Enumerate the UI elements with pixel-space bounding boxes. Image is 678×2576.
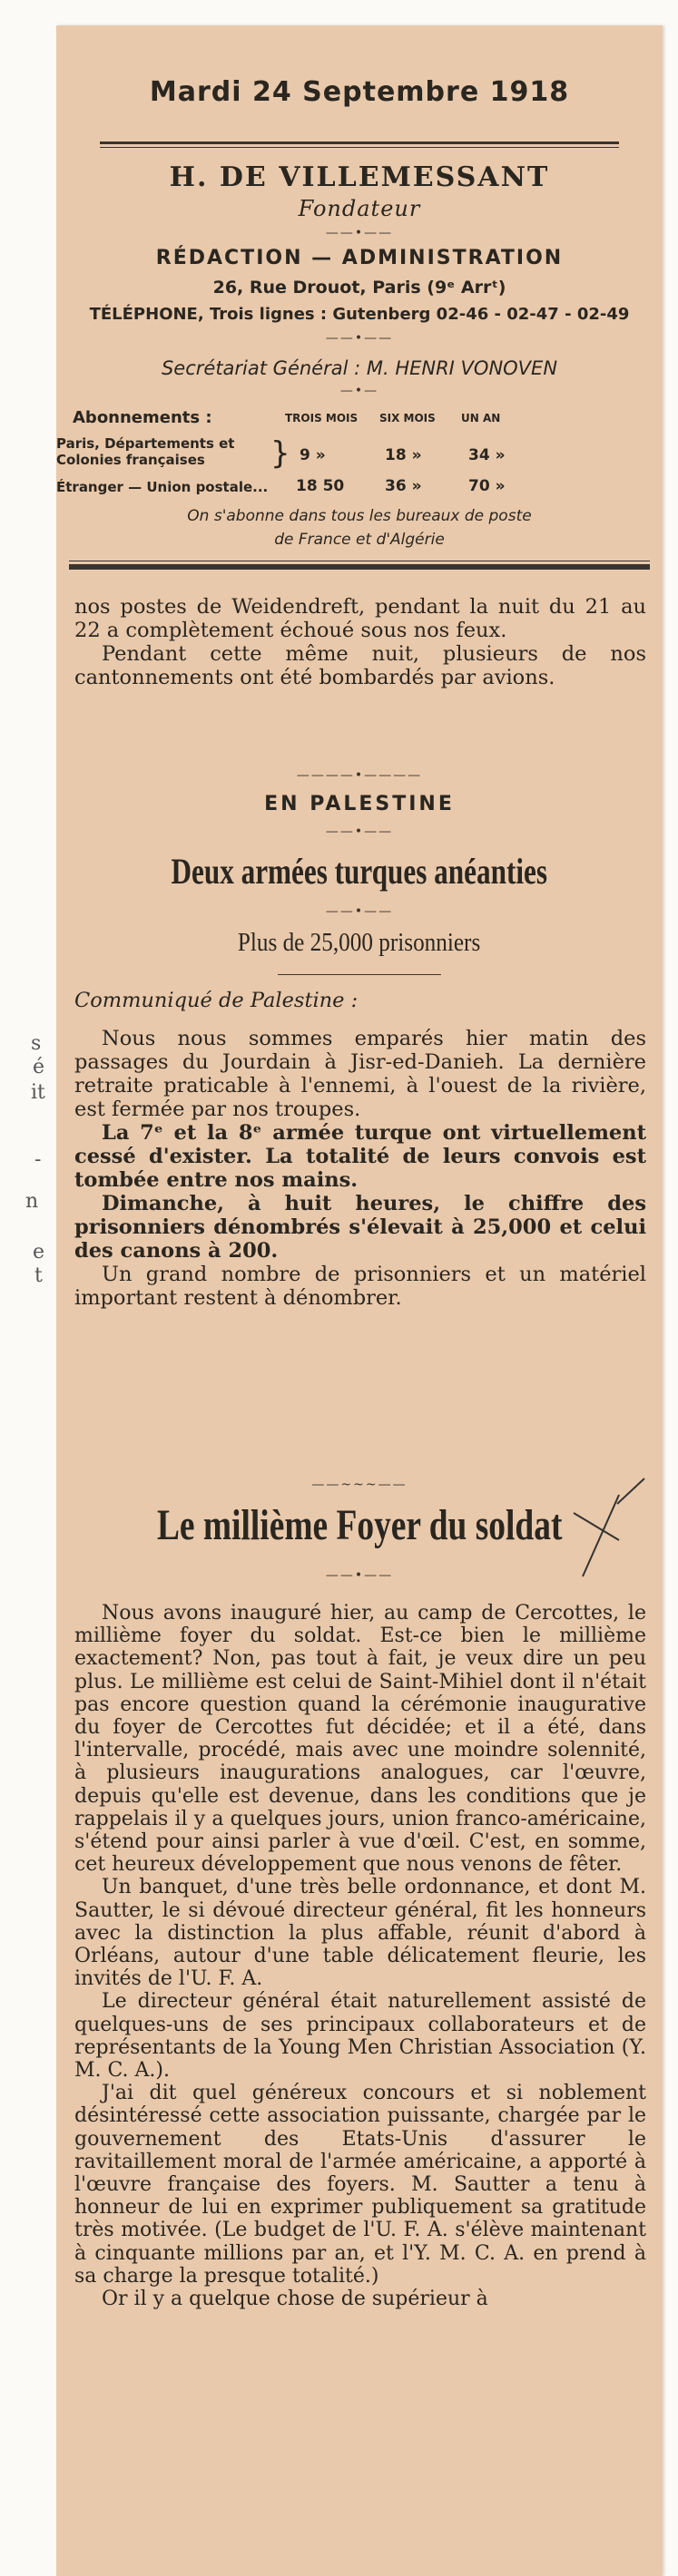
ornament-divider: ——•——: [325, 1568, 394, 1583]
palestine-text: [74, 1027, 646, 1310]
palestine-headline: [56, 851, 663, 893]
margin-letter: e: [33, 1241, 45, 1264]
ornament-divider: —•—: [339, 384, 379, 398]
headline-text: Deux armées turques anéanties: [171, 851, 548, 892]
price-cell: 34 »: [468, 446, 506, 464]
margin-letter: -: [34, 1148, 42, 1171]
newspaper-clipping: [56, 25, 663, 2576]
subscription-region: Paris, Départements et Colonies françaises: [56, 435, 235, 468]
subscription-note-line: On s'abonne dans tous les bureaux de poste: [187, 507, 532, 525]
secretary-line: Secrétariat Général : M. HENRI VONOVEN: [161, 357, 558, 379]
issue-date: Mardi 24 Septembre 1918: [149, 76, 570, 108]
pencil-cross-mark: [565, 1477, 655, 1586]
headline-text: Le millième Foyer du soldat: [156, 1501, 563, 1549]
price-cell: 18 50: [296, 477, 345, 495]
paragraph: Nous avons inauguré hier, au camp de Cercottes, le millième foyer du soldat. Est-ce bien le millième exactement? Non, pas tout à fait, je veux dire un peu plus. Le millième est celui de Saint-Mihiel dont il n'était pas encore question quand la cérémonie inaugurative du foyer de Cercottes fut décidée; et il a été, dans l'intervalle, procédé, mais avec une moindre solennité, à plusieurs inaugurations analogues, car l'œuvre, depuis qu'elle est devenue, dans les conditions que je rappelais il y a quelques jours, union franco-américaine, s'étend pour ainsi parler à vue d'œil. C'est, en somme, cet heureux développement que nous venons de fêter.: [74, 1602, 646, 1877]
communique-label: Communiqué de Palestine :: [74, 989, 359, 1012]
founder-role: Fondateur: [298, 196, 421, 221]
subscription-table: [56, 408, 663, 503]
redaction-heading: RÉDACTION — ADMINISTRATION: [155, 247, 564, 269]
paragraph: Nous nous sommes emparés hier matin des passages du Jourdain à Jisr-ed-Danieh. La dernière retraite praticable à l'ennemi, à l'ouest de la rivière, est fermée par nos troupes.: [74, 1027, 646, 1121]
short-rule: [278, 974, 441, 975]
margin-letter: é: [33, 1056, 45, 1078]
price-cell: 9 »: [300, 446, 326, 464]
paragraph: Un grand nombre de prisonniers et un matériel important restent à dénombrer.: [74, 1263, 646, 1310]
margin-letter: n: [25, 1190, 39, 1213]
office-address: 26, Rue Drouot, Paris (9ᵉ Arrᵗ): [212, 278, 506, 298]
period-header: UN AN: [461, 412, 501, 424]
paragraph: nos postes de Weidendreft, pendant la nuit du 21 au 22 a complètement échoué sous nos feux.: [74, 595, 646, 642]
margin-letter: it: [31, 1081, 45, 1104]
ornament-divider: ————•————: [296, 768, 423, 783]
subscription-note: [56, 504, 663, 551]
ornament-divider: ——•——: [325, 226, 394, 240]
paragraph: Un banquet, d'une très belle ordonnance, et dont M. Sautter, le si dévoué directeur général, fit les honneurs avec la distinction la plus affable, réunit d'abord à Orléans, autour d'une table délicatement fleurie, les invités de l'U. F. A.: [74, 1876, 646, 1991]
paragraph: La 7ᵉ et la 8ᵉ armée turque ont virtuellement cessé d'exister. La totalité de leurs convois est tombée entre nos mains.: [74, 1121, 646, 1192]
subheadline-text: Plus de 25,000 prisonniers: [238, 929, 481, 957]
ornament-divider: ——~~~——: [311, 1478, 408, 1492]
subscription-region: Étranger — Union postale...: [56, 479, 269, 495]
margin-letter: t: [34, 1264, 43, 1287]
price-cell: 36 »: [385, 477, 422, 495]
paragraph: J'ai dit quel généreux concours et si noblement désintéressé cette association puissante, chargée par le gouvernement des Etats-Unis d'assurer le ravitaillement moral de l'armée américaine, a apporté à l'œuvre française des foyers. M. Sautter a tenu à honneur de lui en exprimer publiquement sa gratitude très motivée. (Le budget de l'U. F. A. s'élève maintenant à cinquante millions par an, et l'Y. M. C. A. en prend à sa charge la presque totalité.): [74, 2082, 646, 2288]
palestine-subheadline: [56, 927, 663, 958]
foyer-text: [74, 1602, 646, 2310]
paragraph: Le directeur général était naturellement assisté de quelques-uns de ses principaux collaborateurs et de représentants de la Young Men Christian Association (Y. M. C. A.).: [74, 1990, 646, 2083]
margin-letter: s: [31, 1032, 42, 1055]
paragraph: Dimanche, à huit heures, le chiffre des prisonniers dénombrés s'élevait à 25,000 et celui des canons à 200.: [74, 1192, 646, 1263]
period-header: SIX MOIS: [379, 412, 436, 424]
price-cell: 70 »: [468, 477, 506, 495]
office-phone: TÉLÉPHONE, Trois lignes : Gutenberg 02-46 - 02-47 - 02-49: [89, 305, 630, 324]
ornament-divider: ——•——: [325, 904, 394, 919]
paragraph: Pendant cette même nuit, plusieurs de nos cantonnements ont été bombardés par avions.: [74, 642, 646, 689]
ornament-divider: ——•——: [325, 825, 394, 839]
paragraph: Or il y a quelque chose de supérieur à: [102, 2288, 488, 2311]
section-heading: EN PALESTINE: [264, 793, 455, 815]
period-header: TROIS MOIS: [285, 412, 359, 424]
intro-text: [74, 595, 646, 689]
brace-glyph: }: [270, 435, 290, 472]
subscription-note-line: de France et d'Algérie: [274, 531, 445, 549]
ornament-divider: ——•——: [325, 331, 394, 346]
subscriptions-label: Abonnements :: [73, 408, 212, 427]
price-cell: 18 »: [385, 446, 422, 464]
header-bottom-rule: [56, 561, 663, 570]
founder-name: H. DE VILLEMESSANT: [169, 161, 550, 193]
masthead-rule: [100, 141, 619, 148]
